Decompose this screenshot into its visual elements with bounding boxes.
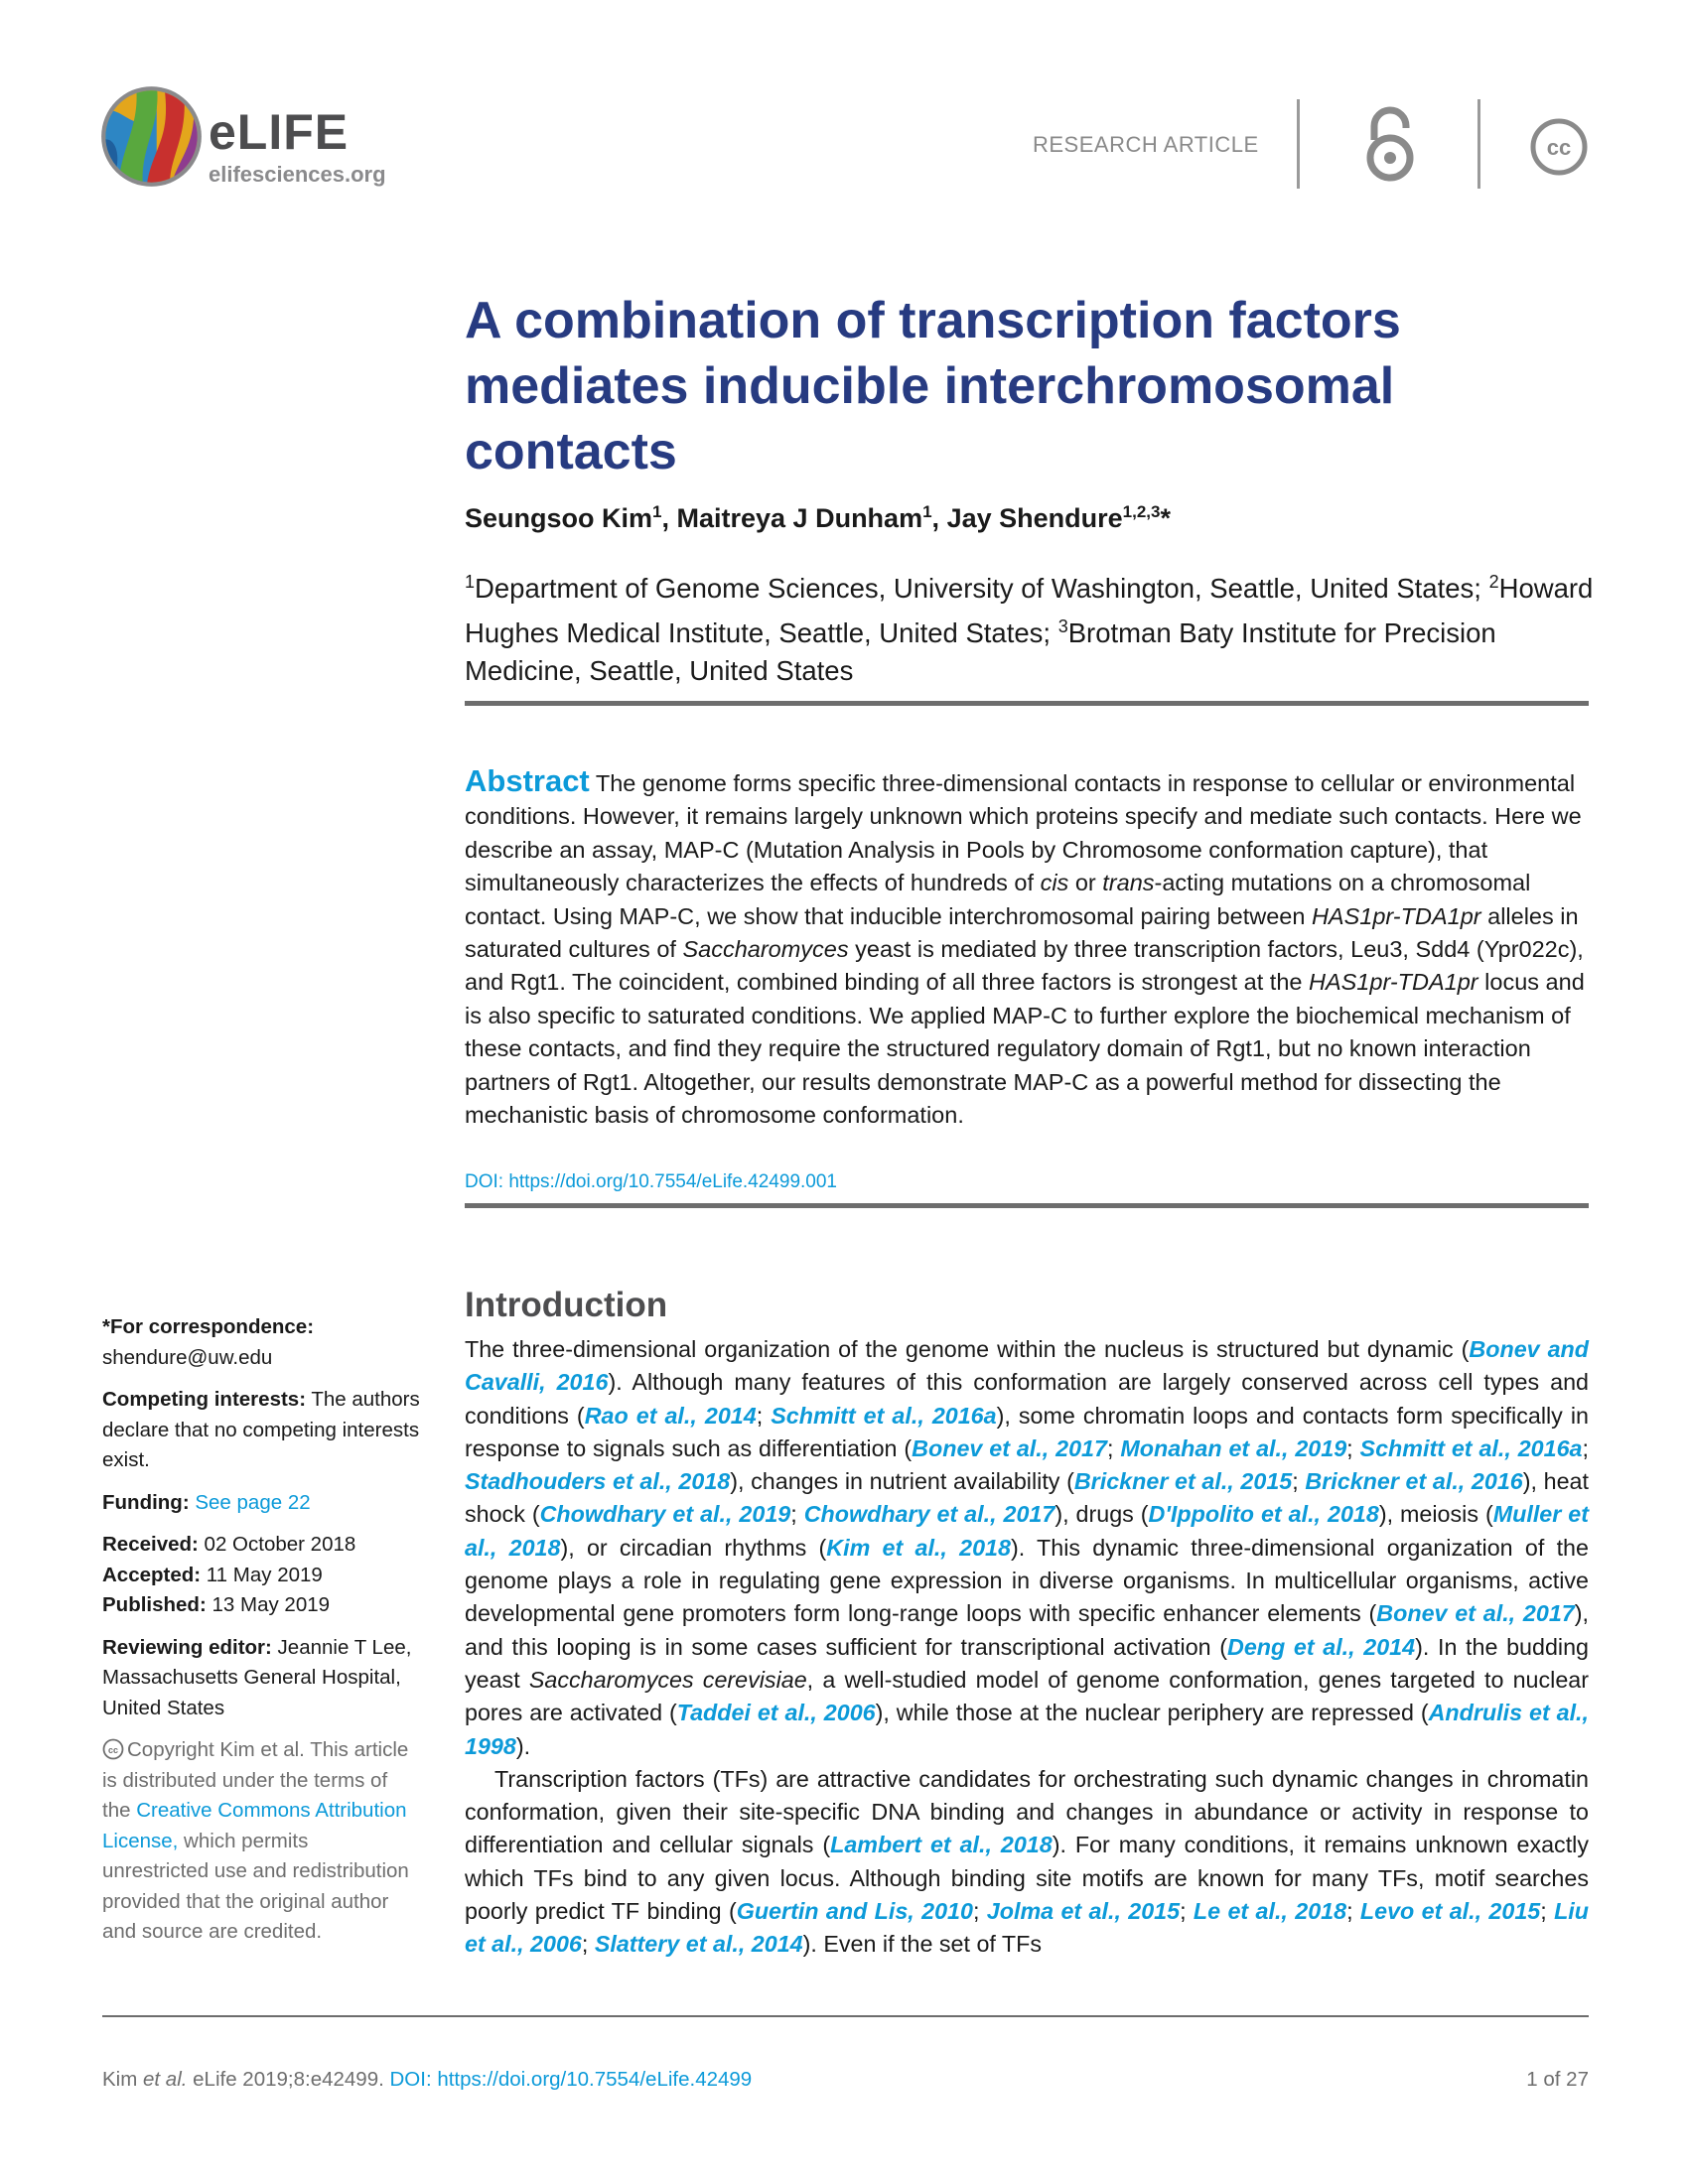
corresponding-author-mark: *	[1160, 503, 1171, 533]
funding-label: Funding:	[102, 1490, 190, 1514]
elife-logo-url[interactable]: elifesciences.org	[209, 162, 386, 187]
copyright-text: Copyright Kim et al. This article is distributed under the terms of the	[102, 1738, 409, 1822]
accepted-date: 11 May 2019	[201, 1563, 323, 1586]
body-text: ). Even if the set of TFs	[802, 1931, 1043, 1958]
body-text: ;	[972, 1898, 987, 1925]
affiliation-number: 2	[1488, 572, 1499, 592]
article-sidebar	[102, 1312, 420, 1960]
body-text: ;	[1346, 1434, 1360, 1461]
body-text: ).	[515, 1732, 531, 1759]
citation-link[interactable]: Andrulis et al., 1998	[465, 1700, 1589, 1759]
citation-link[interactable]: Liu et al., 2006	[465, 1898, 1590, 1958]
citation-link[interactable]: Rao et al., 2014	[584, 1402, 757, 1429]
citation-link[interactable]: Schmitt et al., 2016a	[771, 1402, 997, 1429]
abstract-doi-link[interactable]: DOI: https://doi.org/10.7554/eLife.42499.001	[465, 1171, 837, 1192]
affiliation-superscript: 1,2,3	[1122, 502, 1161, 521]
citation-link[interactable]: Stadhouders et al., 2018	[465, 1468, 731, 1495]
reviewing-editor-label: Reviewing editor:	[102, 1635, 272, 1659]
citation-link[interactable]: Slattery et al., 2014	[594, 1931, 803, 1958]
abstract-italic: Saccharomyces	[682, 936, 849, 963]
citation-link[interactable]: Schmitt et al., 2016a	[1359, 1434, 1583, 1461]
body-text: ;	[1346, 1898, 1360, 1925]
footer-doi-link[interactable]: DOI: https://doi.org/10.7554/eLife.42499	[389, 2068, 753, 2091]
body-text: ;	[1292, 1468, 1306, 1495]
abstract-text: or	[1068, 870, 1103, 896]
footer-text: Kim	[102, 2068, 143, 2091]
citation-link[interactable]: Jolma et al., 2015	[986, 1898, 1181, 1925]
header-divider	[1297, 99, 1300, 189]
author-name[interactable]: Seungsoo Kim	[465, 503, 653, 533]
received-label: Received:	[102, 1533, 199, 1556]
introduction-heading: Introduction	[465, 1286, 668, 1324]
body-text: ), and this looping is in some cases sufficient for transcriptional activation (	[465, 1600, 1589, 1660]
abstract-italic: cis	[1040, 870, 1069, 896]
author-name[interactable]: Maitreya J Dunham	[676, 503, 923, 533]
author-name[interactable]: Jay Shendure	[946, 503, 1123, 533]
introduction-body	[465, 1333, 1589, 1962]
citation-link[interactable]: Deng et al., 2014	[1227, 1633, 1416, 1660]
correspondence-label: *For correspondence:	[102, 1315, 315, 1338]
affiliation-number: 1	[465, 572, 476, 592]
footer-text: eLife 2019;8:e42499.	[187, 2068, 390, 2091]
section-divider	[465, 701, 1589, 706]
creative-commons-icon	[1529, 117, 1589, 177]
citation-link[interactable]: D'Ippolito et al., 2018	[1148, 1501, 1379, 1528]
abstract-text: The genome forms specific three-dimensional contacts in response to cellular or environmental conditions. However, it remains largely unknown which proteins specify and mediate such contacts. Here we describe an assay, MAP-C (Mutation Analysis in Pools by Chromosome conformation capture), that simultaneously characterizes the effects of hundreds of	[465, 770, 1582, 896]
author-list	[465, 502, 1171, 534]
received-date: 02 October 2018	[198, 1533, 356, 1556]
citation-link[interactable]: Bonev et al., 2017	[1376, 1600, 1575, 1627]
body-text: Transcription factors (TFs) are attractive candidates for orchestrating such dynamic changes in chromatin conformation, given their site-specific DNA binding and changes in abundance or activity in response to differentiation and cellular signals (	[465, 1765, 1589, 1858]
citation-link[interactable]: Lambert et al., 2018	[830, 1832, 1053, 1858]
citation-link[interactable]: Taddei et al., 2006	[676, 1700, 876, 1726]
body-text: ;	[1180, 1898, 1194, 1925]
body-text: ), heat shock (	[465, 1468, 1589, 1528]
body-text: ), changes in nutrient availability (	[730, 1468, 1074, 1495]
funding-link[interactable]: See page 22	[195, 1490, 311, 1514]
citation-link[interactable]: Chowdhary et al., 2019	[539, 1501, 791, 1528]
page-number: 1 of 27	[1526, 2068, 1589, 2091]
affiliations	[465, 563, 1607, 690]
body-text: ;	[1582, 1434, 1589, 1461]
license-link[interactable]: Creative Commons Attribution License,	[102, 1799, 407, 1852]
published-label: Published:	[102, 1593, 207, 1616]
abstract-text: alleles in saturated cultures of	[465, 902, 1579, 963]
footer-text: et al.	[143, 2068, 188, 2091]
published-date: 13 May 2019	[206, 1593, 331, 1616]
body-text: ), meiosis (	[1378, 1501, 1493, 1528]
italic-text: Saccharomyces cerevisiae	[528, 1666, 807, 1693]
open-access-icon	[1360, 104, 1420, 184]
body-text: ). This dynamic three-dimensional organization of the genome plays a role in regulating gene expression in diverse organisms. In multicellular organisms, active developmental gene promoters form long-range loops with specific enhancer elements (	[465, 1534, 1589, 1627]
affiliation-text: Brotman Baty Institute for Precision Medicine, Seattle, United States	[465, 617, 1496, 687]
body-text: ), or circadian rhythms (	[560, 1534, 827, 1561]
abstract-text: -acting mutations on a chromosomal contact. Using MAP-C, we show that inducible interchromosomal pairing between	[465, 870, 1531, 929]
body-text: ). In the budding yeast	[465, 1633, 1589, 1693]
header-divider	[1477, 99, 1480, 189]
body-text: ), some chromatin loops and contacts form specifically in response to signals such as differentiation (	[465, 1402, 1589, 1461]
abstract-italic: HAS1pr-TDA1pr	[1308, 969, 1478, 996]
affiliation-superscript: 1	[922, 502, 932, 521]
footer-divider	[102, 2015, 1589, 2017]
abstract-heading: Abstract	[465, 763, 590, 798]
citation-link[interactable]: Kim et al., 2018	[826, 1534, 1011, 1561]
svg-text:cc: cc	[1546, 135, 1572, 160]
abstract-italic: trans	[1102, 870, 1155, 896]
citation-link[interactable]: Chowdhary et al., 2017	[803, 1501, 1055, 1528]
body-text: ;	[1540, 1898, 1555, 1925]
reviewing-editor: Jeannie T Lee, Massachusetts General Hospital, United States	[102, 1635, 412, 1719]
body-text: ). Although many features of this conformation are largely conserved across cell types and conditions (	[465, 1369, 1589, 1429]
citation-link[interactable]: Bonev et al., 2017	[912, 1434, 1107, 1461]
body-text: , a well-studied model of genome conformation, genes targeted to nuclear pores are activated (	[465, 1666, 1589, 1726]
article-type-label: RESEARCH ARTICLE	[1033, 132, 1259, 157]
affiliation-superscript: 1	[652, 502, 662, 521]
paragraph	[465, 1333, 1589, 1763]
citation-link[interactable]: Muller et al., 2018	[465, 1501, 1590, 1561]
body-text: ;	[790, 1501, 804, 1528]
article-title: A combination of transcription factors mediates inducible interchromosomal contacts	[465, 292, 1401, 480]
citation-link[interactable]: Brickner et al., 2016	[1305, 1468, 1523, 1495]
body-text: ). For many conditions, it remains unknown exactly which TFs bind to any given locus. Although binding site motifs are known for many TFs, motif searches poorly predict TF binding (	[465, 1832, 1589, 1925]
abstract	[465, 764, 1589, 1132]
body-text: The three-dimensional organization of the genome within the nucleus is structured but dynamic (	[465, 1336, 1470, 1362]
elife-logo-icon	[99, 84, 204, 189]
body-text: ;	[756, 1402, 772, 1429]
svg-text:cc: cc	[107, 1745, 119, 1755]
citation-link[interactable]: Guertin and Lis, 2010	[736, 1898, 973, 1925]
competing-interests-label: Competing interests:	[102, 1388, 307, 1411]
abstract-text: locus and is also specific to saturated conditions. We applied MAP-C to further explore the biochemical mechanism of these contacts, and find they require the structured regulatory domain of Rgt1, but no known interaction partners of Rgt1. Altogether, our results demonstrate MAP-C as a powerful method for dissecting the mechanistic basis of chromosome conformation.	[465, 969, 1585, 1129]
elife-logo-wordmark: eLIFE	[209, 104, 350, 160]
accepted-label: Accepted:	[102, 1563, 202, 1586]
affiliation-number: 3	[1057, 616, 1068, 637]
section-divider	[465, 1203, 1589, 1208]
author-separator: ,	[931, 503, 947, 533]
paragraph	[465, 1763, 1589, 1962]
competing-interests-text: The authors declare that no competing interests exist.	[102, 1388, 420, 1471]
citation-link[interactable]: Bonev and Cavalli, 2016	[465, 1336, 1589, 1396]
author-separator: ,	[661, 503, 677, 533]
correspondence-email[interactable]: shendure@uw.edu	[102, 1345, 273, 1369]
body-text: ), drugs (	[1055, 1501, 1149, 1528]
citation-link[interactable]: Brickner et al., 2015	[1073, 1468, 1293, 1495]
copyright-text: which permits unrestricted use and redistribution provided that the original author and source are credited.	[102, 1829, 409, 1943]
body-text: ), while those at the nuclear periphery are repressed (	[875, 1700, 1429, 1726]
affiliation-text: Department of Genome Sciences, University of Washington, Seattle, United States;	[475, 573, 1481, 605]
body-text: ;	[581, 1931, 595, 1958]
citation-link[interactable]: Monahan et al., 2019	[1120, 1434, 1347, 1461]
body-text: ;	[1106, 1434, 1121, 1461]
creative-commons-icon	[102, 1738, 124, 1760]
citation-link[interactable]: Levo et al., 2015	[1359, 1898, 1541, 1925]
footer-citation	[102, 2068, 752, 2092]
abstract-text: yeast is mediated by three transcription factors, Leu3, Sdd4 (Ypr022c), and Rgt1. The coincident, combined binding of all three factors is strongest at the	[465, 936, 1584, 996]
abstract-italic: HAS1pr-TDA1pr	[1311, 902, 1481, 929]
affiliation-text: Howard Hughes Medical Institute, Seattle, United States;	[465, 573, 1594, 649]
citation-link[interactable]: Le et al., 2018	[1193, 1898, 1347, 1925]
